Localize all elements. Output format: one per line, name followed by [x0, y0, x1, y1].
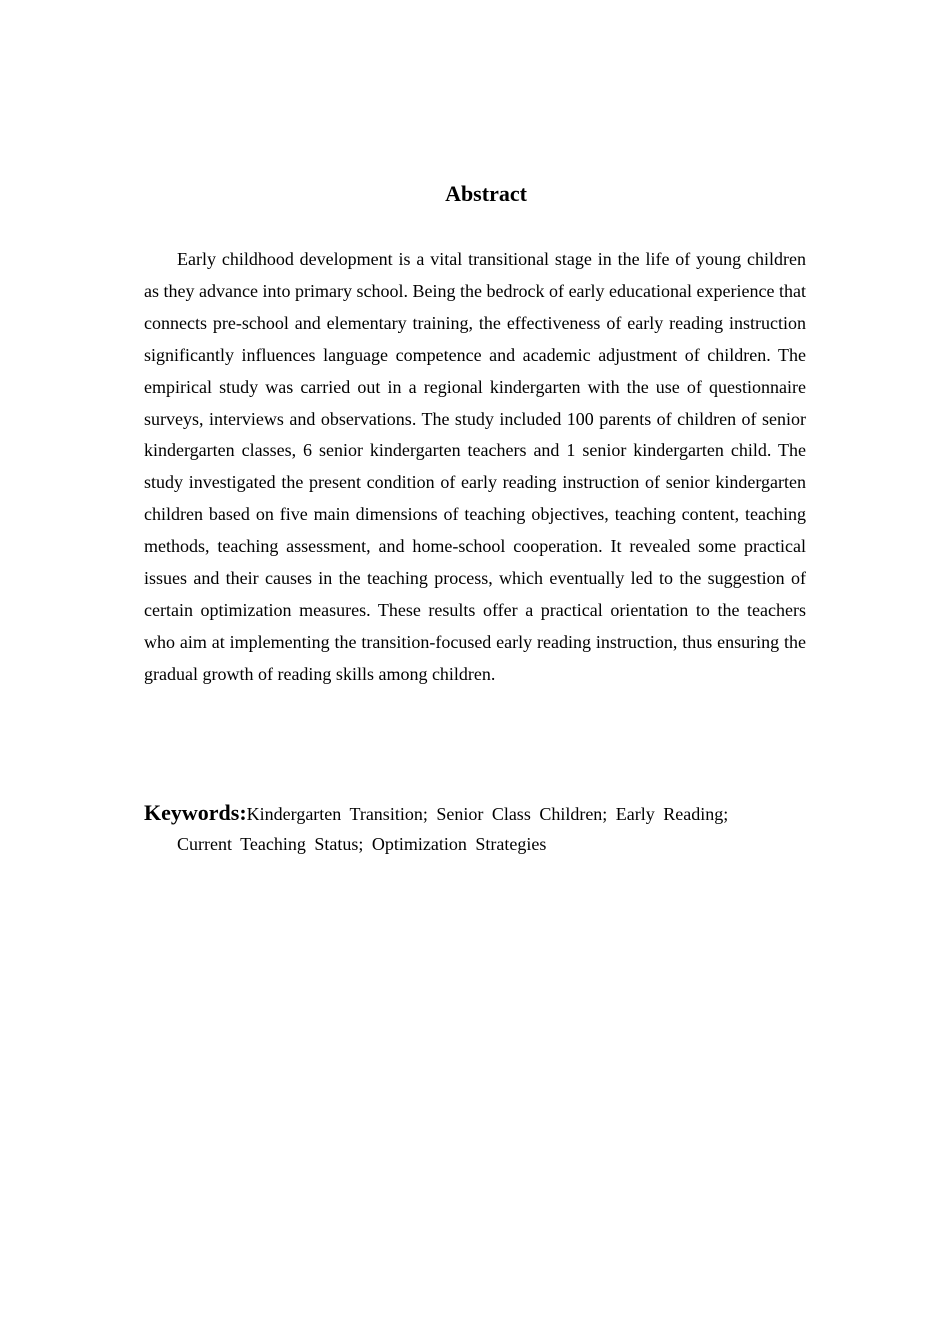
keywords-section — [144, 798, 764, 859]
abstract-paragraph: Early childhood development is a vital transitional stage in the life of young children as they advance into primary school. Being the bedrock of early educational experience that connects pre-school and elementary training, the effectiveness of early reading instruction significantly influences language competence and academic adjustment of children. The empirical study was carried out in a regional kindergarten with the use of questionnaire surveys, interviews and observations. The study included 100 parents of children of senior kindergarten classes, 6 senior kindergarten teachers and 1 senior kindergarten child. The study investigated the present condition of early reading instruction of senior kindergarten children based on five main dimensions of teaching objectives, teaching content, teaching methods, teaching assessment, and home-school cooperation. It revealed some practical issues and their causes in the teaching process, which eventually led to the suggestion of certain optimization measures. These results offer a practical orientation to the teachers who aim at implementing the transition-focused early reading instruction, thus ensuring the gradual growth of reading skills among children. — [144, 249, 806, 684]
keywords-line-1: Kindergarten Transition; Senior Class Children; Early Reading; — [246, 804, 729, 824]
keywords-line-2: Current Teaching Status; Optimization Strategies — [177, 834, 547, 854]
abstract-title: Abstract — [445, 181, 527, 206]
keywords-label: Keywords: — [144, 800, 247, 825]
